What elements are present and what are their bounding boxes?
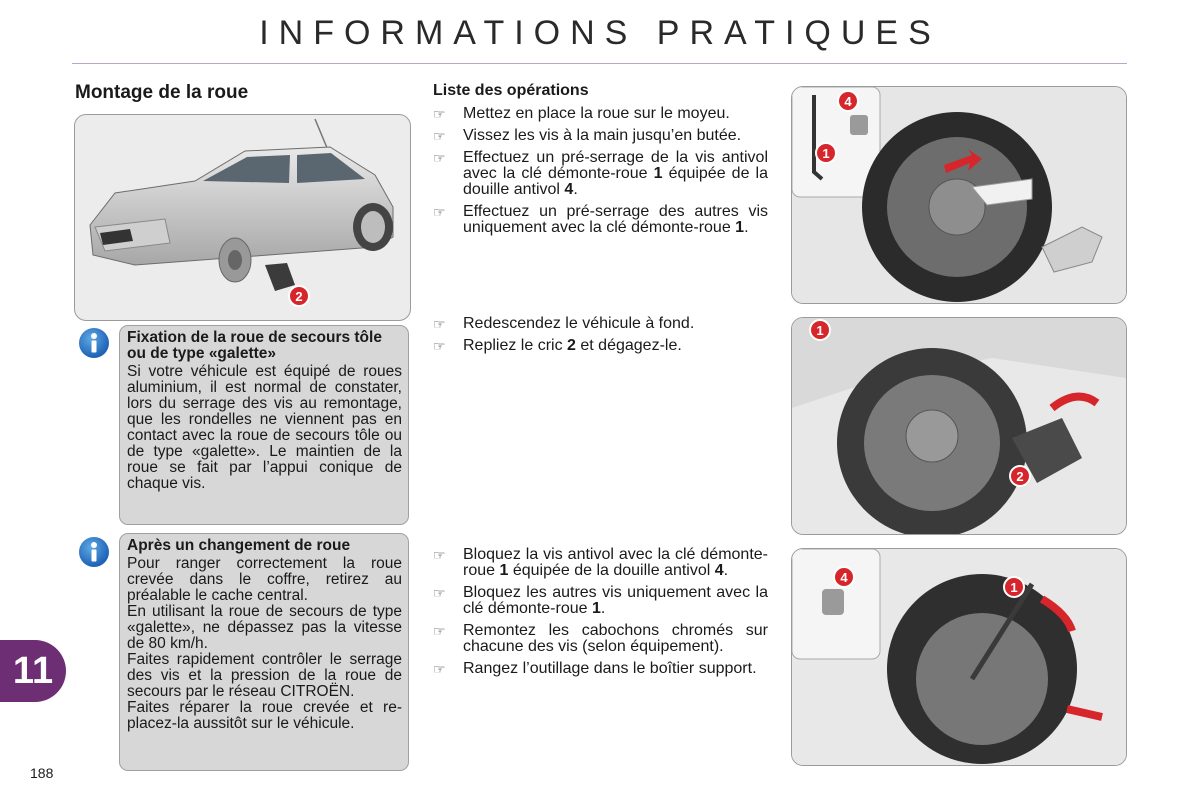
info-box-paragraph: Faites réparer la roue crevée et re-placez-la aussitôt sur le véhicule. <box>127 699 402 732</box>
callout-wrench: 1 <box>816 323 824 338</box>
step-item: ☞ Rangez l’outillage dans le boîtier support. <box>433 660 757 677</box>
wheel-mounting-illustration <box>791 86 1127 304</box>
pointing-hand-icon: ☞ <box>433 106 446 122</box>
callout-socket: 4 <box>840 570 848 585</box>
page-number: 188 <box>30 765 54 781</box>
step-item: ☞ Bloquez la vis antivol avec la clé démonte-roue 1 équipée de la douille antivol 4. <box>433 546 768 579</box>
step-item: ☞ Vissez les vis à la main jusqu’en butée. <box>433 127 742 144</box>
info-box-paragraph: Pour ranger correctement la roue crevée dans le coffre, retirez au préalable le cache central. <box>127 555 402 604</box>
step-item: ☞ Effectuez un pré-serrage des autres vis uniquement avec la clé démonte-roue 1. <box>433 203 768 236</box>
step-item: ☞ Mettez en place la roue sur le moyeu. <box>433 105 730 122</box>
callout-jack: 2 <box>1016 469 1024 484</box>
lowering-jack-illustration <box>791 317 1127 535</box>
section-title: Montage de la roue <box>75 82 249 103</box>
pointing-hand-icon: ☞ <box>433 623 446 639</box>
callout-jack: 2 <box>295 289 303 304</box>
info-box-paragraph: En utilisant la roue de secours de type «galette», ne dépassez pas la vitesse de 80 km/h. <box>127 603 402 652</box>
callout-wrench: 1 <box>822 146 830 161</box>
header-divider <box>72 63 1127 64</box>
info-box-body: Si votre véhicule est équipé de roues aluminium, il est normal de constater, lors du serrage des vis au remontage, que les rondelles ne viennent pas en contact avec la roue de secours tôle ou de type «galette». Le maintien de la roue se fait par l’appui conique de chaque vis. <box>127 363 402 492</box>
page-header-title: INFORMATIONS PRATIQUES <box>259 14 941 52</box>
step-item: ☞ Remontez les cabochons chromés sur chacune des vis (selon équipement). <box>433 622 768 655</box>
callout-wrench: 1 <box>1010 580 1018 595</box>
info-box-title: Après un changement de roue <box>127 537 351 554</box>
step-item: ☞ Effectuez un pré-serrage de la vis antivol avec la clé démonte-roue 1 équipée de la douille antivol 4. <box>433 149 769 198</box>
step-item: ☞ Repliez le cric 2 et dégagez-le. <box>433 337 682 354</box>
operations-list-1 <box>433 106 768 242</box>
chapter-tab: 11 <box>0 640 66 702</box>
tightening-bolts-illustration <box>791 548 1127 766</box>
callout-socket: 4 <box>844 94 852 109</box>
pointing-hand-icon: ☞ <box>433 204 446 220</box>
info-icon <box>79 537 109 567</box>
info-icon <box>79 328 109 358</box>
operations-list-3 <box>433 547 768 683</box>
info-box-title: Fixation de la roue de secours tôle ou de type «galette» <box>127 329 382 362</box>
operations-list-2 <box>433 316 768 360</box>
step-item: ☞ Redescendez le véhicule à fond. <box>433 315 695 332</box>
wheel-mounting-drawing <box>792 87 1126 303</box>
info-box-paragraph: Faites rapidement contrôler le serrage des vis et la pression de la roue de secours par le réseau CITROËN. <box>127 651 402 700</box>
operations-title: Liste des opérations <box>433 82 589 99</box>
pointing-hand-icon: ☞ <box>433 585 446 601</box>
lowering-jack-drawing <box>792 318 1126 534</box>
pointing-hand-icon: ☞ <box>433 338 446 354</box>
pointing-hand-icon: ☞ <box>433 316 446 332</box>
step-item: ☞ Bloquez les autres vis uniquement avec la clé démonte-roue 1. <box>433 584 768 617</box>
car-on-jack-illustration <box>74 114 411 321</box>
info-box-spare-wheel-fixing <box>119 325 409 525</box>
pointing-hand-icon: ☞ <box>433 547 446 563</box>
car-drawing <box>75 115 410 320</box>
info-box-after-wheel-change <box>119 533 409 771</box>
tightening-bolts-drawing <box>792 549 1126 765</box>
pointing-hand-icon: ☞ <box>433 150 446 166</box>
pointing-hand-icon: ☞ <box>433 128 446 144</box>
pointing-hand-icon: ☞ <box>433 661 446 677</box>
